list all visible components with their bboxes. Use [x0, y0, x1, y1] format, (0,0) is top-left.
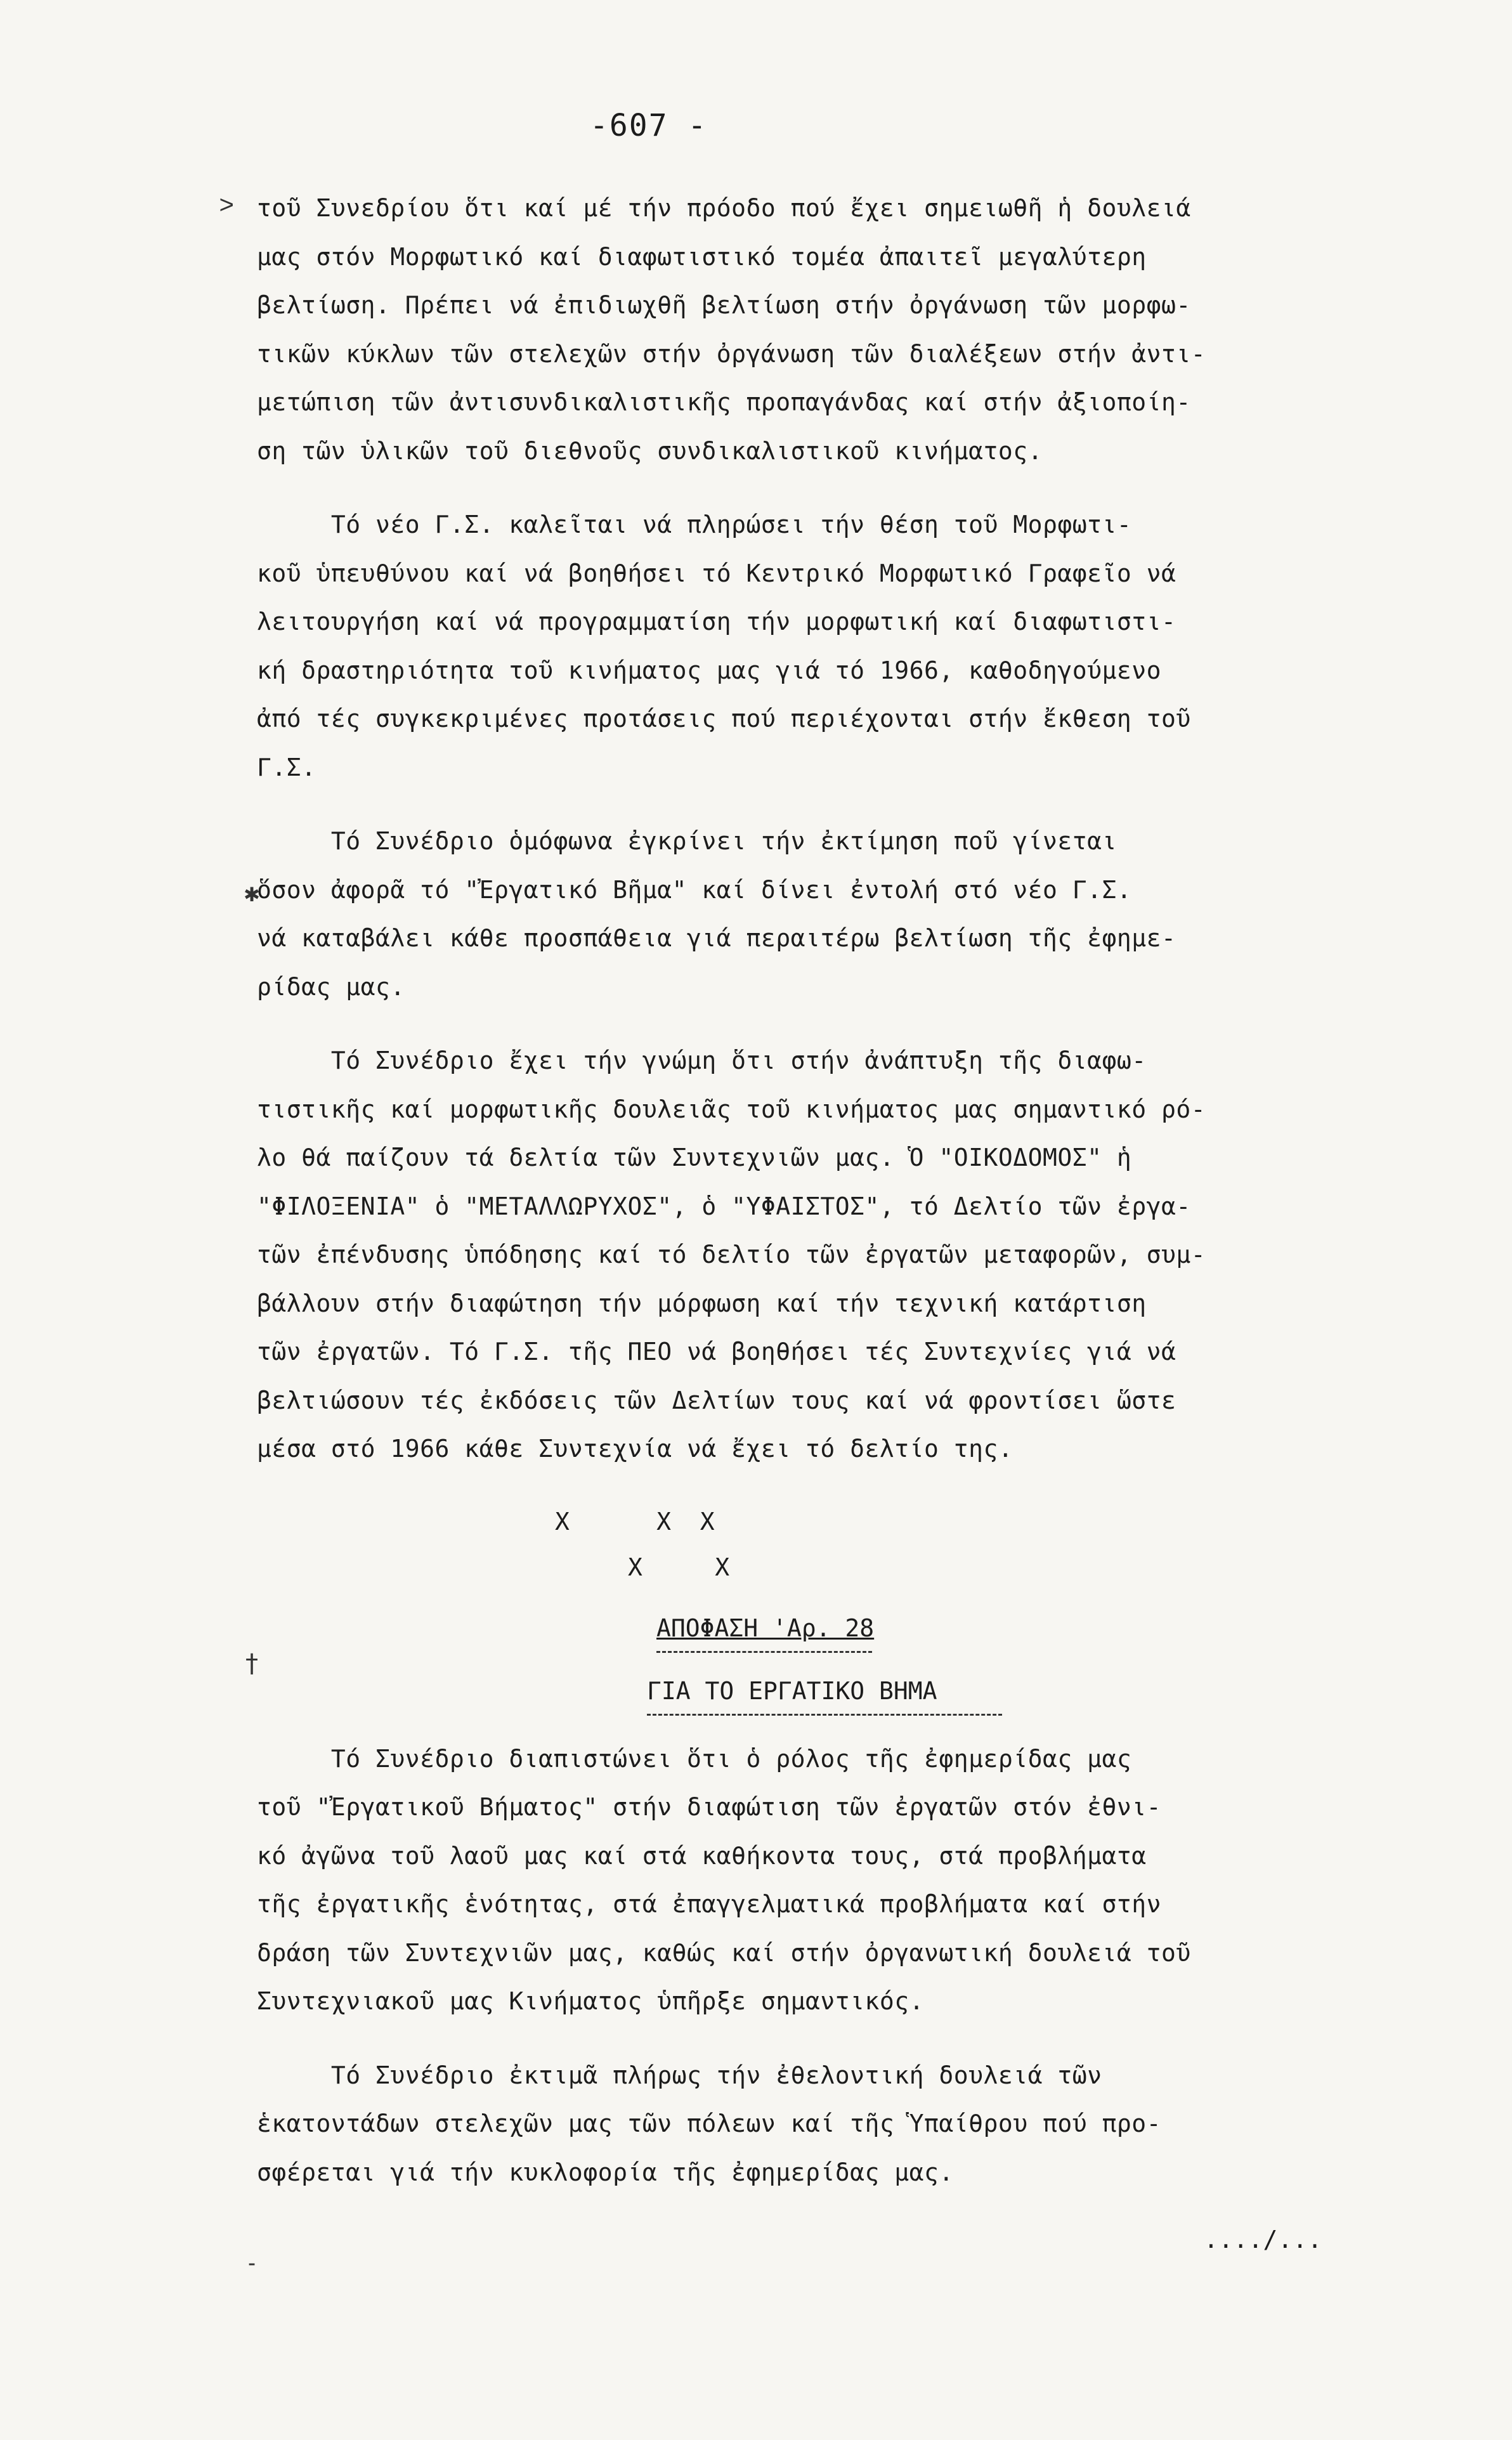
text-line: τιστικῆς καί μορφωτικῆς δουλειᾶς τοῦ κινήματος μας σημαντικό ρό-: [257, 1095, 1206, 1123]
page-number: -607 -: [590, 108, 708, 143]
text-line: Τό Συνέδριο διαπιστώνει ὅτι ὁ ρόλος τῆς ἐφημερίδας μας: [257, 1744, 1132, 1773]
text-line: Γ.Σ.: [257, 753, 316, 781]
text-line: βελτιώσουν τές ἐκδόσεις τῶν Δελτίων τους καί νά φροντίσει ὥστε: [257, 1386, 1176, 1414]
text-line: μέσα στό 1966 κάθε Συντεχνία νά ἔχει τό δελτίο της.: [257, 1435, 1013, 1463]
text-line: μετώπιση τῶν ἀντισυνδικαλιστικῆς προπαγάνδας καί στήν ἀξιοποίη-: [257, 388, 1191, 416]
title-underline: [656, 1647, 872, 1653]
paragraph: [257, 817, 1348, 1011]
separator-row: X X X: [555, 1507, 715, 1536]
text-line: λειτουργήση καί νά προγραμματίση τήν μορφωτική καί διαφωτιστι-: [257, 608, 1176, 636]
paragraph: [257, 184, 1348, 475]
text-line: τικῶν κύκλων τῶν στελεχῶν στήν ὀργάνωση τῶν διαλέξεων στήν ἀντι-: [257, 339, 1206, 368]
margin-mark: †: [244, 1649, 260, 1678]
text-line: τοῦ "Ἐργατικοῦ Βήματος" στήν διαφώτιση τῶν ἐργατῶν στόν ἐθνι-: [257, 1793, 1162, 1821]
text-line: ση τῶν ὑλικῶν τοῦ διεθνοῦς συνδικαλιστικοῦ κινήματος.: [257, 436, 1043, 465]
text-line: Τό Συνέδριο ὁμόφωνα ἐγκρίνει τήν ἐκτίμηση ποῦ γίνεται: [257, 827, 1117, 855]
decision-subtitle: ΓΙΑ ΤΟ ΕΡΓΑΤΙΚΟ ΒΗΜΑ: [647, 1676, 937, 1705]
text-line: κό ἀγῶνα τοῦ λαοῦ μας καί στά καθήκοντα τους, στά προβλήματα: [257, 1841, 1147, 1870]
text-line: ἀπό τές συγκεκριμένες προτάσεις πού περιέχονται στήν ἔκθεση τοῦ: [257, 705, 1191, 733]
text-line: νά καταβάλει κάθε προσπάθεια γιά περαιτέρω βελτίωση τῆς ἐφημε-: [257, 924, 1176, 952]
continuation-mark: ..../...: [1203, 2226, 1322, 2254]
text-line: τοῦ Συνεδρίου ὅτι καί μέ τήν πρόοδο πού ἔχει σημειωθῆ ἡ δουλειά: [257, 194, 1191, 222]
text-line: ρίδας μας.: [257, 972, 405, 1001]
paragraph: [257, 2051, 1348, 2197]
text-line: δράση τῶν Συντεχνιῶν μας, καθώς καί στήν ὀργανωτική δουλειά τοῦ: [257, 1938, 1191, 1967]
text-line: "ΦΙΛΟΞΕΝΙΑ" ὁ "ΜΕΤΑΛΛΩΡΥΧΟΣ", ὁ "ΥΦΑΙΣΤΟΣ", τό Δελτίο τῶν ἐργα-: [257, 1192, 1191, 1220]
text-line: σφέρεται γιά τήν κυκλοφορία τῆς ἐφημερίδας μας.: [257, 2158, 954, 2186]
margin-mark: ˃: [219, 190, 235, 219]
text-line: βελτίωση. Πρέπει νά ἐπιδιωχθῆ βελτίωση στήν ὀργάνωση τῶν μορφω-: [257, 291, 1191, 319]
text-line: βάλλουν στήν διαφώτηση τήν μόρφωση καί τήν τεχνική κατάρτιση: [257, 1289, 1147, 1317]
text-line: ὅσον ἀφορᾶ τό "Ἐργατικό Βῆμα" καί δίνει ἐντολή στό νέο Γ.Σ.: [257, 875, 1132, 904]
paragraph: [257, 500, 1348, 792]
separator-row: X X: [628, 1553, 730, 1581]
text-line: Τό Συνέδριο ἐκτιμᾶ πλήρως τήν ἐθελοντική δουλειά τῶν: [257, 2061, 1102, 2089]
text-line: Τό νέο Γ.Σ. καλεῖται νά πληρώσει τήν θέση τοῦ Μορφωτι-: [257, 511, 1132, 538]
text-line: Συντεχνιακοῦ μας Κινήματος ὑπῆρξε σημαντικός.: [257, 1987, 925, 2015]
text-line: μας στόν Μορφωτικό καί διαφωτιστικό τομέα ἀπαιτεῖ μεγαλύτερη: [257, 242, 1147, 271]
body-text: [257, 184, 1348, 2264]
margin-mark: ✱: [244, 878, 260, 908]
text-line: κοῦ ὑπευθύνου καί νά βοηθήσει τό Κεντρικό Μορφωτικό Γραφεῖο νά: [257, 559, 1176, 587]
text-line: λο θά παίζουν τά δελτία τῶν Συντεχνιῶν μας. Ὁ "ΟΙΚΟΔΟΜΟΣ" ἡ: [257, 1144, 1132, 1171]
text-line: Τό Συνέδριο ἔχει τήν γνώμη ὅτι στήν ἀνάπτυξη τῆς διαφω-: [257, 1047, 1147, 1074]
margin-mark: ˗: [244, 2248, 260, 2278]
text-line: τῶν ἐπένδυσης ὑπόδησης καί τό δελτίο τῶν ἐργατῶν μεταφορῶν, συμ-: [257, 1241, 1206, 1269]
decision-title: ΑΠΟΦΑΣΗ 'Αρ. 28: [656, 1614, 875, 1642]
text-line: ἑκατοντάδων στελεχῶν μας τῶν πόλεων καί τῆς Ὑπαίθρου πού προ-: [257, 2110, 1162, 2137]
subtitle-underline: [647, 1710, 1002, 1716]
paragraph: [257, 1036, 1348, 1473]
text-line: τῶν ἐργατῶν. Τό Γ.Σ. τῆς ΠΕΟ νά βοηθήσει τές Συντεχνίες γιά νά: [257, 1338, 1176, 1366]
text-line: τῆς ἐργατικῆς ἑνότητας, στά ἐπαγγελματικά προβλήματα καί στήν: [257, 1890, 1162, 1918]
paragraph: [257, 1735, 1348, 2026]
text-line: κή δραστηριότητα τοῦ κινήματος μας γιά τό 1966, καθοδηγούμενο: [257, 656, 1162, 684]
